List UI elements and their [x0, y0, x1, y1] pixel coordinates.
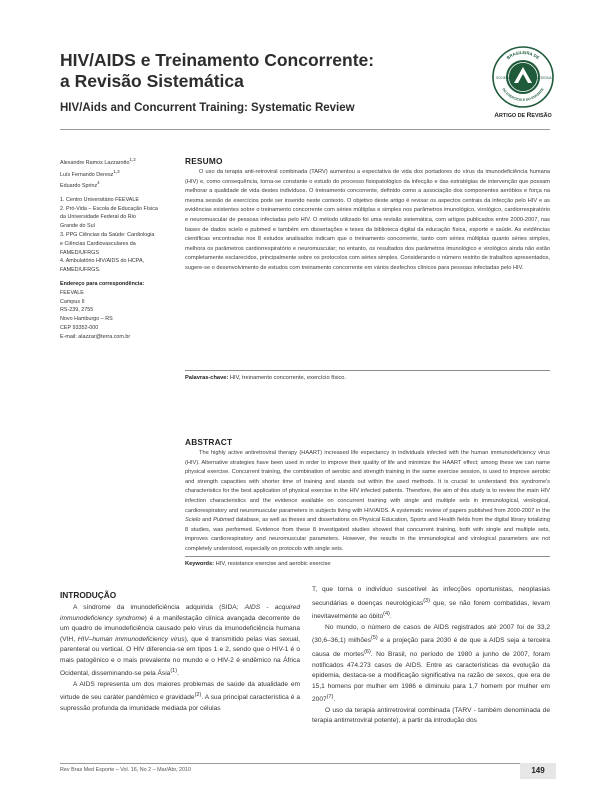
abstract-heading: ABSTRACT: [185, 437, 233, 447]
correspondence-line: RS-239, 2755: [60, 307, 94, 314]
author-list: [60, 156, 172, 191]
intro-paragraph-5: O uso da terapia antirretroviral combinada (TARV - também denominada de terapia antirretroviral potente), a partir da introdução dos: [312, 706, 550, 725]
intro-paragraph-1: A síndrome da imunodeficiência adquirida (SIDA; AIDS - acquired immunodeficiency syndrome) é a manifestação clínica avançada decorrente de um quadro de imunodeficiência causado pelo vírus da imunodeficiência humana (VIH, HIV–human immunodeficiency virus), que é transmitido pelas vias sexual, parenteral ou vertical. O HIV diferencia-se em tipos 1 e 2, sendo que o HIV-1 é o mais patogênico e o mais prevalente no mundo e o HIV-2 é endêmico na África Ocidental, disseminando-se pela Ásia$^{(1)}$.: [60, 604, 301, 678]
resumo-heading: RESUMO: [185, 156, 223, 166]
affiliation-line: FAMED/UFRGS.: [60, 267, 101, 274]
correspondence-line: Novo Hamburgo – RS: [60, 316, 113, 323]
intro-right-column: [312, 585, 550, 727]
seal-ring-left-text: SOCIEDADE: [496, 76, 515, 80]
correspondence-email[interactable]: E-mail: alazzar@terra.com.br: [60, 333, 131, 340]
intro-paragraph-2: A AIDS representa um dos maiores problemas de saúde da atualidade em virtude de seu caráter pandêmico e gravidade$^{(2)}$. A sua principal característica é a supressão profunda da imunidade mediada por células: [60, 680, 300, 712]
abstract-divider: [185, 556, 550, 557]
affiliation-line: 2. Pró-Vida – Escola de Educação Física: [60, 205, 158, 212]
affiliation-line: 1. Centro Universitário FEEVALE: [60, 196, 139, 203]
affiliation-list: [60, 196, 172, 275]
correspondence-block: [60, 280, 172, 342]
seal-ring-right-text: MEDICINA: [536, 76, 552, 80]
intro-heading: INTRODUÇÃO: [60, 590, 117, 600]
author: Alexandre Ramos Lazzarotto$^{1,2}$: [60, 157, 136, 166]
affiliation-line: FAMED/UFRGS: [60, 249, 99, 256]
seal-ring-bottom-text: DO EXERCÍCIO E DO ESPORTE: [501, 87, 545, 103]
footer-divider: [60, 763, 550, 764]
seal-ring-top-text: BRASILEIRA DE: [505, 49, 541, 61]
affiliation-line: 3. PPG Ciências da Saúde: Cardiologia: [60, 231, 155, 238]
article-type-label: ARTIGO DE REVISÃO: [494, 112, 552, 119]
intro-paragraph-3: T, que torna o indivíduo suscetível às infecções oportunistas, neoplasias secundárias e doenças neurológicas$^{(3)}$ que, se não forem combatidas, levam inevitavelmente ao óbito$^{(4)}$.: [312, 586, 550, 621]
resumo-keywords: Palavras-chave: HIV, treinamento concorrente, exercício físico.: [185, 375, 347, 381]
article-subtitle: HIV/Aids and Concurrent Training: Systematic Review: [60, 102, 355, 114]
article-title: [60, 50, 440, 92]
correspondence-label: Endereço para correspondência:: [60, 280, 145, 287]
affiliation-line: 4. Ambulatório HIV/AIDS do HCPA,: [60, 258, 145, 265]
author-info-column: [60, 156, 172, 342]
author: Eduardo Sprinz$^4$: [60, 180, 100, 189]
title-line-1: HIV/AIDS e Treinamento Concorrente:: [60, 50, 375, 70]
journal-citation: Rev Bras Med Esporte – Vol. 16, No 2 – Mar/Abr, 2010: [60, 767, 191, 773]
affiliation-line: da Universidade Federal do Rio: [60, 214, 136, 221]
page-number: 149: [520, 763, 556, 779]
resumo-text: O uso da terapia anti-retroviral combinada (TARV) aumentou a expectativa de vida dos portadores do vírus da imunodeficiência humana (HIV) e, como consequência, torna-se constante o estudo do processo fisiopatológico da infecção e das estratégias de intervenção que possam melhorar a qualidade de vida destes indivíduos. O treinamento concorrente, definido como a associação dos componentes aeróbios e força na mesma sessão de exercícios pode ser inserido neste contexto. O objetivo deste artigo é revisar os aspectos centrais da infecção pelo HIV e as evidências existentes sobre o treinamento concorrente com séries múltiplas e simples nos parâmetros imunológico, virológico, cardiorrespiratório e neuromuscular de pessoas infectadas pelo HIV. O método utilizado foi uma revisão sistemática, com artigos publicados entre 2000-2007, nas bases de dados scielo e pubmed e também em dissertações e teses da biblioteca digital da educação física, esporte e saúde. As evidências científicas encontradas nos 8 estudos analisados indicam que o treinamento concorrente, tanto com séries múltiplas quanto séries simples, melhora os parâmetros cardiorrespiratório e neuromuscular; no entanto, os resultados dos parâmetros imunológico e virológico ainda não estão completamente esclarecidos, principalmente sobre os protocolos com séries simples. Considerando o número restrito de trabalhos apresentados, sugere-se o desenvolvimento de estudos com treinamento concorrente em vários desfechos clínicos para pessoas infectadas pelo HIV.: [185, 169, 550, 271]
abstract-keywords: Keywords: HIV, resistance exercise and aerobic exercise: [185, 561, 331, 567]
correspondence-line: CEP 93352-000: [60, 324, 99, 331]
society-seal-logo: [492, 46, 554, 108]
affiliation-line: Grande do Sul: [60, 223, 95, 230]
intro-paragraph-4: No mundo, o número de casos de AIDS registrados até 2007 foi de 33,2 (30,6–36,1) milhões$^{(5)}$ e a projeção para 2030 é de que a AIDS seja a terceira causa de mortes$^{(6)}$. No Brasil, no período de 1980 a junho de 2007, foram notificados 474.273 casos de AIDS. Entre as características da evolução da epidemia, destaca-se a modificação significativa na razão de sexos, que era de 15,1 homens por mulher em 1986 e diminuiu para 1,7 homem por mulher em 2007$^{(7)}$.: [312, 623, 550, 704]
title-line-2: a Revisão Sistemática: [60, 71, 244, 91]
correspondence-line: FEEVALE: [60, 289, 84, 296]
author: Luís Fernando Deresz$^{1,3}$: [60, 168, 120, 178]
resumo-divider: [185, 370, 550, 371]
affiliation-line: e Ciências Cardiovasculares da: [60, 240, 136, 247]
title-divider: [60, 129, 550, 130]
abstract-text: The highly active antiretroviral therapy (HAART) increased life expectancy in individuals infected with the human immunodeficiency virus (HIV). Alternative strategies have been used in order to improve their quality of life and minimize the HAART effect; among these we can name physical exercise. Concurrent training, the combination of aerobic and strength training in the same exercise session, is used to improve aerobic and strength capacities with shorter time of training and stands out within the used methods. It is crucial to understand this syndrome's characteristics for the best application of physical exercise in the HIV infected patients. Therefore, the aim of this study is to review the main HIV infection characteristics and the evidence available on concurrent training with single and multiple sets in immunological, virological, cardiorespiratory and neuromuscular parameters in subjects living with HIV/AIDS. A systematic review of papers published from 2000-2007 in the Scielo and Pubmed database, as well as theses and dissertations on Physical Education, Sports and Health fields from the digital library totalizing 8 studies, was performed. Evidence from these 8 investigated studies showed that concurrent training, both with single and multiple sets, improves cardiorespiratory and neuromuscular parameters. However, the results in the immunological and virological parameters are not completely understood, especially on protocols with single sets.: [185, 450, 550, 552]
intro-left-column: [60, 603, 300, 714]
correspondence-line: Campus II: [60, 298, 85, 305]
